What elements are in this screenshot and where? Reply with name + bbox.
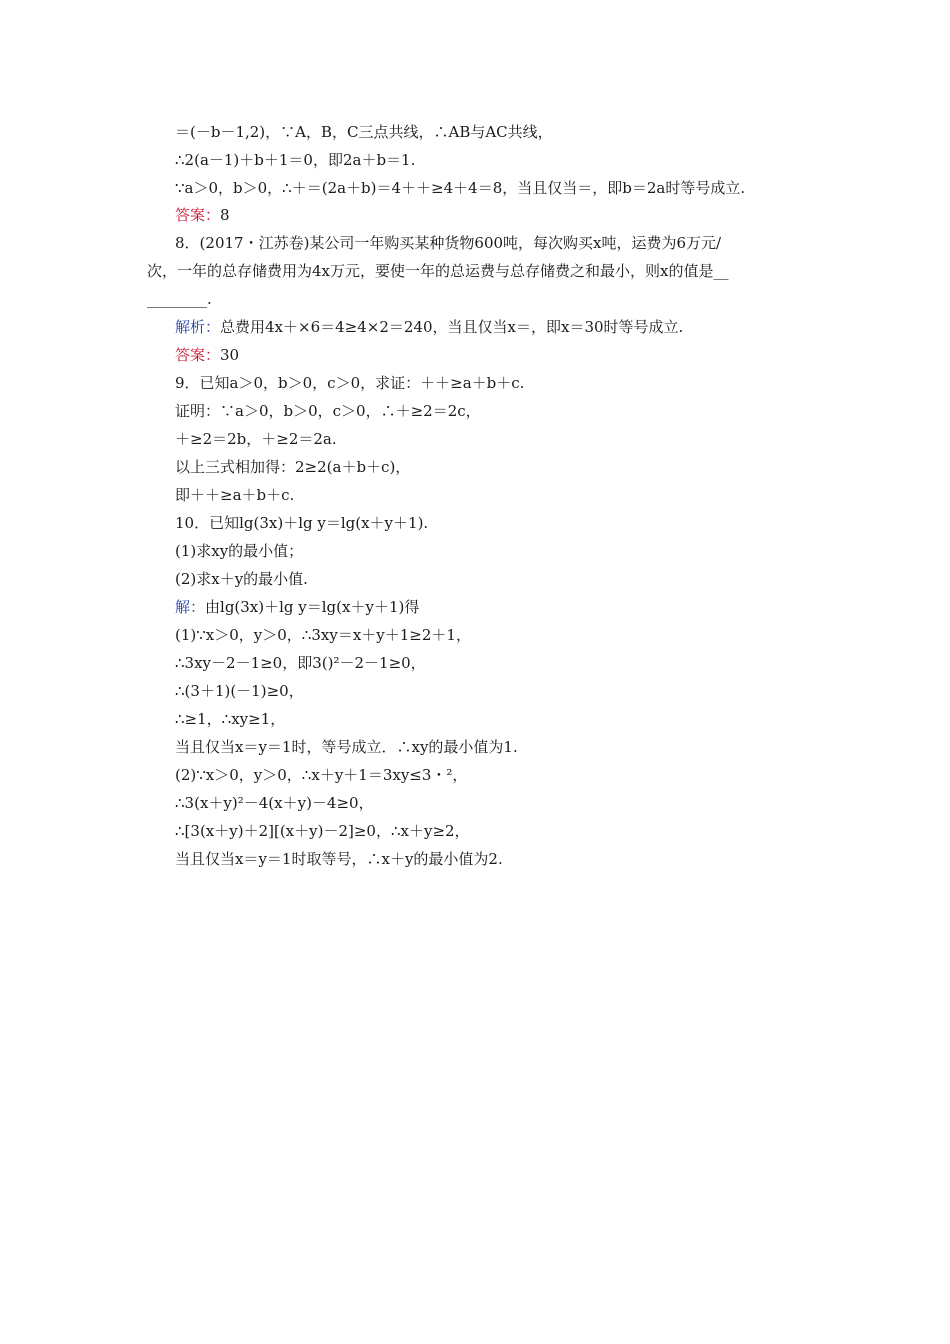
- question-10-line: 10．已知lg(3x)＋lg y＝lg(x＋y＋1).: [175, 514, 429, 532]
- solution-label: 解析：: [175, 318, 221, 336]
- solution-label: 解：: [175, 598, 206, 616]
- solution-line: 解：由lg(3x)＋lg y＝lg(x＋y＋1)得: [175, 598, 420, 616]
- solution-line: ∴3(x＋y)²－4(x＋y)－4≥0，: [175, 794, 374, 812]
- solution-line: 解析：总费用4x＋×6＝4≥4×2＝240，当且仅当x＝，即x＝30时等号成立.: [175, 318, 684, 336]
- solution-line: ∴3xy－2－1≥0，即3()²－2－1≥0，: [175, 654, 426, 672]
- text-line: ＝(－b－1,2)，∵A，B，C三点共线，∴AB与AC共线，: [175, 123, 553, 141]
- question-8-blank: ________.: [147, 290, 212, 308]
- answer-label: 答案：: [175, 346, 221, 364]
- question-10-part: (2)求x＋y的最小值.: [175, 570, 308, 588]
- proof-line: 证明：∵a＞0，b＞0，c＞0，∴＋≥2＝2c，: [175, 402, 481, 420]
- solution-line: ∴[3(x＋y)＋2][(x＋y)－2]≥0，∴x＋y≥2，: [175, 822, 470, 840]
- proof-line: ＋≥2＝2b，＋≥2＝2a.: [175, 430, 337, 448]
- answer-line: 答案：30: [175, 346, 240, 364]
- solution-line: (2)∵x＞0，y＞0，∴x＋y＋1＝3xy≤3・²，: [175, 766, 468, 784]
- question-10-part: (1)求xy的最小值；: [175, 542, 304, 560]
- solution-line: ∴≥1，∴xy≥1，: [175, 710, 286, 728]
- solution-line: ∴(3＋1)(－1)≥0，: [175, 682, 304, 700]
- proof-line: 以上三式相加得：2≥2(a＋b＋c)，: [175, 458, 411, 476]
- solution-line: (1)∵x＞0，y＞0，∴3xy＝x＋y＋1≥2＋1，: [175, 626, 471, 644]
- solution-line: 当且仅当x＝y＝1时取等号，∴x＋y的最小值为2.: [175, 850, 503, 868]
- answer-label: 答案：: [175, 206, 221, 224]
- question-8-line: 8．(2017・江苏卷)某公司一年购买某种货物600吨，每次购买x吨，运费为6万元/: [175, 234, 722, 252]
- proof-line: 即＋＋≥a＋b＋c.: [175, 486, 295, 504]
- text-line: ∵a＞0，b＞0，∴＋＝(2a＋b)＝4＋＋≥4＋4＝8，当且仅当＝，即b＝2a时等号成立.: [175, 179, 746, 197]
- text-line: ∴2(a－1)＋b＋1＝0，即2a＋b＝1.: [175, 151, 416, 169]
- answer-line: 答案：8: [175, 206, 230, 224]
- solution-line: 当且仅当x＝y＝1时，等号成立．∴xy的最小值为1.: [175, 738, 518, 756]
- question-8-line: 次，一年的总存储费用为4x万元，要使一年的总运费与总存储费之和最小，则x的值是__: [147, 262, 729, 280]
- question-9-line: 9．已知a＞0，b＞0，c＞0，求证：＋＋≥a＋b＋c.: [175, 374, 525, 392]
